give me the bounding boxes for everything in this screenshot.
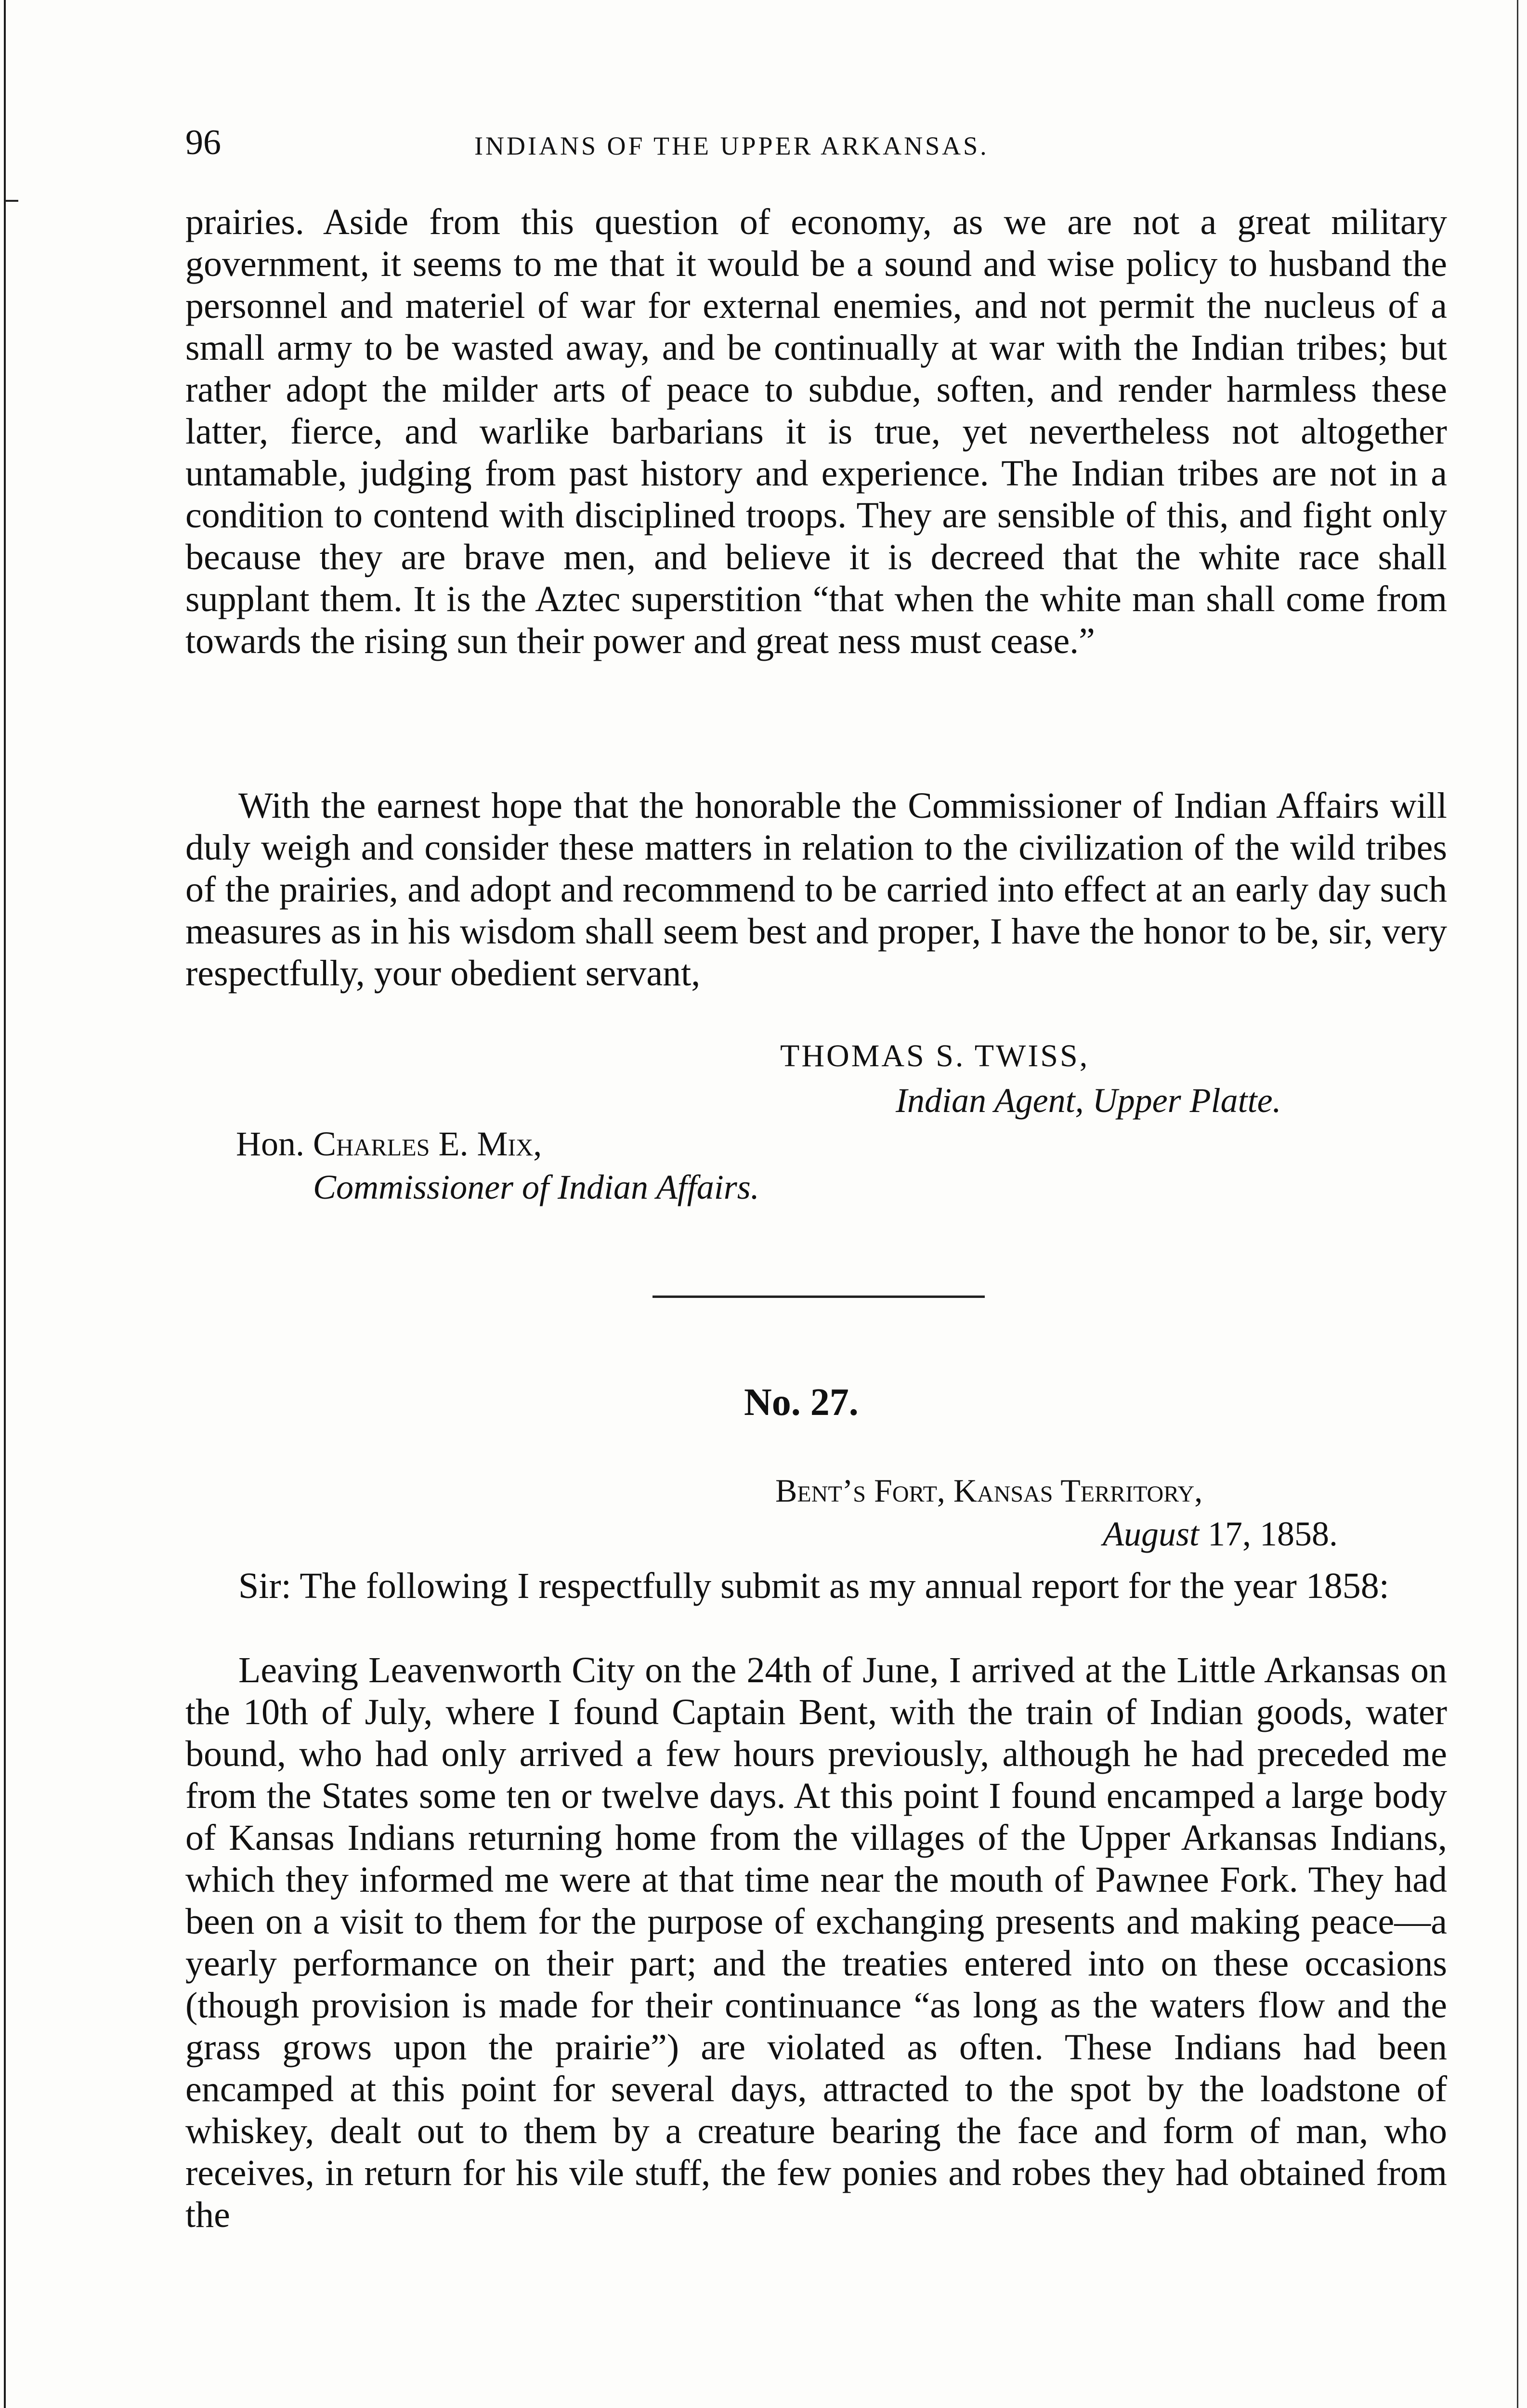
salutation-paragraph: Sir: The following I respectfully submit as my annual report for the year 1858: (238, 1566, 1389, 1606)
continuation-paragraph: prairies. Aside from this question of economy, as we are not a great military government, it seems to me that it would be a sound and wise policy to husband the personnel and materiel of war for external enemies, and not permit the nucleus of a small army to be wasted away, and be continually at war with the Indian tribes; but rather adopt the milder arts of peace to subdue, soften, and render harmless these latter, fierce, and warlike barbarians it is true, yet nevertheless not altogether untamable, judging from past history and experience. The Indian tribes are not in a condition to contend with disciplined troops. They are sensible of this, and fight only because they are brave men, and believe it is decreed that the white race shall supplant them. It is the Aztec superstition “that when the white man shall come from towards the rising sun their power and great ness must cease.” (185, 202, 1447, 661)
dateline-date (1103, 1512, 1338, 1556)
running-head: INDIANS OF THE UPPER ARKANSAS. (474, 131, 989, 160)
right-page-edge (1517, 0, 1518, 2408)
addressee-prefix: Hon. (236, 1125, 304, 1163)
page-number: 96 (185, 123, 221, 162)
dateline-place: Bent’s Fort, Kansas Territory, (775, 1472, 1203, 1509)
addressee-name (236, 1122, 542, 1165)
addressee-name-text: Charles E. Mix, (313, 1125, 542, 1163)
left-page-edge (4, 0, 6, 2408)
closing-paragraph: With the earnest hope that the honorable the Commissioner of Indian Affairs will duly weigh and consider these matters in relation to the civilization of the wild tribes of the prairies, and adopt and recommend to be carried into effect at an early day such measures as in his wisdom shall seem best and proper, I have the honor to be, sir, very respectfully, your obedient servant, (185, 785, 1447, 994)
dateline-month: August (1103, 1515, 1200, 1553)
signature-name: THOMAS S. TWISS, (780, 1038, 1090, 1073)
document-number: No. 27. (744, 1381, 859, 1424)
signature-title: Indian Agent, Upper Platte. (896, 1081, 1281, 1120)
report-body-paragraph: Leaving Leavenworth City on the 24th of June, I arrived at the Little Arkansas on the 10th of July, where I found Captain Bent, with the train of Indian goods, water bound, who had only arrived a few hours previously, although he had preceded me from the States some ten or twelve days. At this point I found encamped a large body of Kansas Indians returning home from the villages of the Upper Arkansas Indians, which they informed me were at that time near the mouth of Pawnee Fork. They had been on a visit to them for the purpose of exchanging presents and making peace—a yearly performance on their part; and the treaties entered into on these occasions (though provision is made for their continuance “as long as the waters flow and the grass grows upon the prairie”) are violated as often. These Indians had been encamped at this point for several days, attracted to the spot by the loadstone of whiskey, dealt out to them by a creature bearing the face and form of man, who receives, in return for his vile stuff, the few ponies and robes they had obtained from the (185, 1650, 1447, 2235)
margin-tick-mark (5, 200, 18, 202)
page-header (185, 118, 1437, 171)
addressee-title: Commissioner of Indian Affairs. (313, 1168, 759, 1206)
section-separator-rule (653, 1296, 985, 1298)
dateline-day-year: 17, 1858. (1208, 1515, 1338, 1553)
